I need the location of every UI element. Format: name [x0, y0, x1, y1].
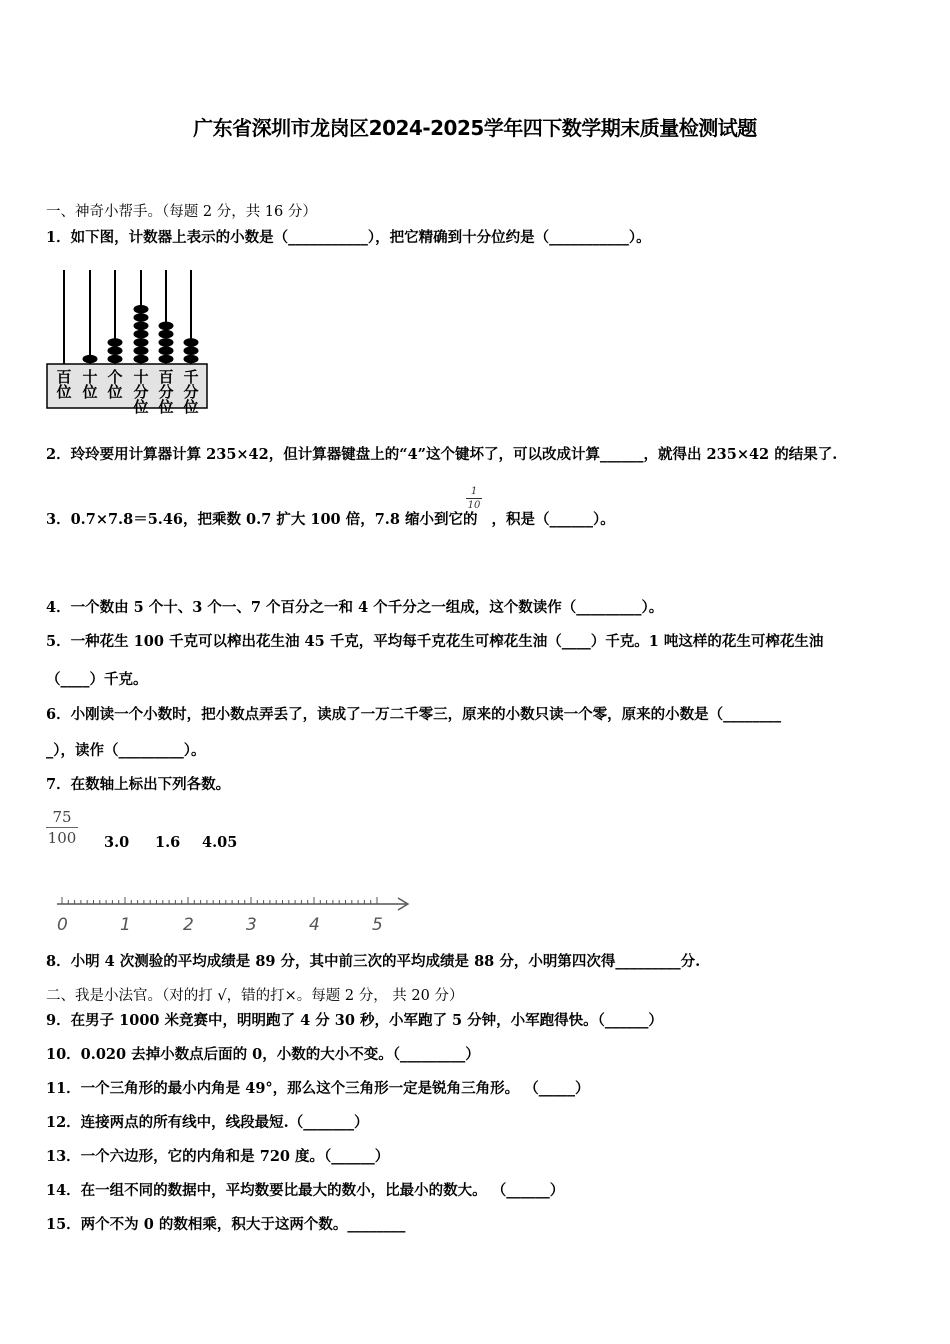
abacus-label: 十位 [82, 368, 98, 401]
number-line-label: 0 [57, 915, 68, 935]
abacus-label: 千分位 [183, 368, 199, 416]
abacus-bead [184, 355, 199, 364]
abacus-bead [134, 338, 149, 347]
abacus-bead [184, 338, 199, 347]
abacus-bead [159, 330, 174, 339]
abacus-bead [134, 355, 149, 364]
question-5-line-2: （____）千克。 [46, 671, 148, 688]
fraction-numerator: 1 [470, 486, 478, 497]
abacus-bead [108, 338, 123, 347]
abacus-bead [159, 355, 174, 364]
question-6-line-2: _），读作（_________）。 [46, 742, 206, 759]
question-6-line-1: 6．小刚读一个小数时，把小数点弄丢了，读成了一万二千零三，原来的小数只读一个零，原来的小数是（________ [46, 706, 782, 723]
section-2-header: 二、我是小法官。（对的打 √，错的打×。每题 2 分， 共 20 分） [46, 988, 464, 1004]
abacus-bead [134, 346, 149, 355]
question-3 [46, 510, 615, 530]
abacus-label: 百位 [56, 368, 72, 401]
judge-item: 15．两个不为 0 的数相乘，积大于这两个数。________ [46, 1216, 406, 1233]
judge-item: 14．在一组不同的数据中，平均数要比最大的数小，比最小的数大。 （______） [46, 1182, 565, 1199]
abacus-bead [184, 346, 199, 355]
question-3-fraction [466, 486, 482, 511]
section-1-header: 一、神奇小帮手。（每题 2 分，共 16 分） [46, 204, 317, 220]
question-3-text-b: ，积是（______）。 [491, 511, 615, 528]
page-title: 广东省深圳市龙岗区2024-2025学年四下数学期末质量检测试题 [193, 116, 757, 140]
judge-item: 11．一个三角形的最小内角是 49°，那么这个三角形一定是锐角三角形。 （_____） [46, 1080, 590, 1097]
question-3-text-a: 3．0.7×7.8＝5.46，把乘数 0.7 扩大 100 倍，7.8 缩小到它的 [46, 511, 478, 528]
number-line [52, 890, 414, 936]
question-8: 8．小明 4 次测验的平均成绩是 89 分，其中前三次的平均成绩是 88 分，小明第四次得_________分. [46, 953, 701, 970]
number-line-label: 5 [372, 915, 383, 935]
abacus-bead [159, 338, 174, 347]
question-5-line-1: 5．一种花生 100 千克可以榨出花生油 45 千克，平均每千克花生可榨花生油（____）千克。1 吨这样的花生可榨花生油 [46, 633, 824, 650]
number-item: 3.0 [104, 834, 130, 851]
number-item: 4.05 [202, 834, 238, 851]
abacus-bead [134, 313, 149, 322]
abacus-bead [134, 305, 149, 314]
question-1: 1．如下图，计数器上表示的小数是（___________），把它精确到十分位约是（___________）。 [46, 229, 651, 246]
judge-item: 13．一个六边形，它的内角和是 720 度。（______） [46, 1148, 390, 1165]
abacus-label: 百分位 [158, 368, 174, 416]
judge-item: 10．0.020 去掉小数点后面的 0，小数的大小不变。（_________） [46, 1046, 480, 1063]
judge-item: 9．在男子 1000 米竞赛中，明明跑了 4 分 30 秒，小军跑了 5 分钟，小军跑得快。（______） [46, 1012, 663, 1029]
abacus-label: 十分位 [133, 368, 149, 416]
number-line-label: 3 [246, 915, 257, 935]
abacus-bead [159, 346, 174, 355]
abacus-bead [108, 346, 123, 355]
question-4: 4．一个数由 5 个十、3 个一、7 个百分之一和 4 个千分之一组成，这个数读作（_________）。 [46, 599, 664, 616]
number-item: 1.6 [155, 834, 181, 851]
fraction-numerator: 75 [52, 808, 72, 826]
abacus-bead [134, 330, 149, 339]
abacus-bead [159, 322, 174, 331]
number-line-label: 1 [120, 915, 131, 935]
number-line-label: 2 [183, 915, 194, 935]
abacus-bead [134, 322, 149, 331]
number-line-label: 4 [309, 915, 320, 935]
fraction-bar [466, 498, 482, 499]
abacus-label: 个位 [107, 368, 123, 401]
fraction-bar [46, 827, 78, 828]
question-7-fraction [46, 808, 78, 847]
abacus-bead [83, 355, 98, 364]
fraction-denominator: 10 [467, 500, 481, 511]
question-7: 7．在数轴上标出下列各数。 [46, 776, 231, 793]
judge-item: 12．连接两点的所有线中，线段最短.（_______） [46, 1114, 369, 1131]
question-2: 2．玲玲要用计算器计算 235×42，但计算器键盘上的“4”这个键坏了，可以改成计算______，就得出 235×42 的结果了. [46, 446, 838, 463]
abacus-bead [108, 355, 123, 364]
fraction-denominator: 100 [47, 829, 77, 847]
